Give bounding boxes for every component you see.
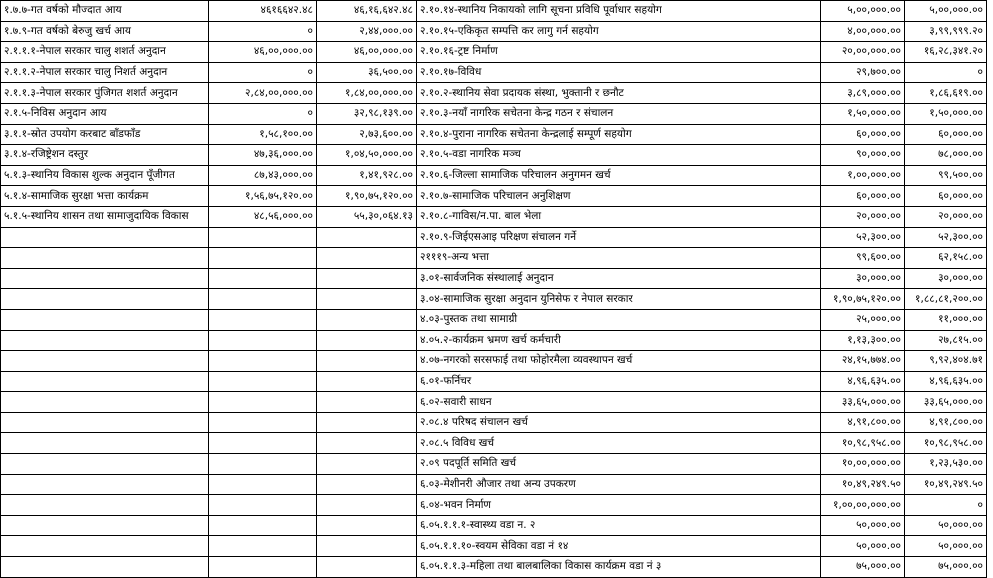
income-budget-cell xyxy=(209,412,317,433)
income-head-cell xyxy=(1,351,209,372)
table-row xyxy=(1,42,987,63)
income-head-cell xyxy=(1,515,209,536)
expense-head-cell: २.१०.१६-ट्रष्ट निर्माण xyxy=(417,42,821,63)
expense-head-cell: २.१०.१७-विविध xyxy=(417,62,821,83)
table-row xyxy=(1,371,987,392)
income-head-cell xyxy=(1,536,209,557)
expense-head-cell: ६.०२-सवारी साधन xyxy=(417,392,821,413)
income-budget-cell xyxy=(209,557,317,578)
income-budget-cell: १,५८,१००.०० xyxy=(209,124,317,145)
expense-head-cell: ३.०४-सामाजिक सुरक्षा अनुदान युनिसेफ र नेपाल सरकार xyxy=(417,289,821,310)
income-actual-cell xyxy=(317,227,417,248)
income-actual-cell: २,४४,०००.०० xyxy=(317,21,417,42)
income-head-cell xyxy=(1,495,209,516)
expense-budget-cell: ९०,०००.०० xyxy=(821,145,905,166)
table-row xyxy=(1,433,987,454)
income-actual-cell xyxy=(317,330,417,351)
expense-head-cell: ३.०१-सार्वजनिक संस्थालाई अनुदान xyxy=(417,268,821,289)
income-budget-cell xyxy=(209,268,317,289)
income-budget-cell xyxy=(209,474,317,495)
expense-actual-cell: ९९,५००.०० xyxy=(905,165,987,186)
table-row xyxy=(1,412,987,433)
table-row xyxy=(1,474,987,495)
income-head-cell xyxy=(1,412,209,433)
expense-actual-cell: १,८६,६१९.०० xyxy=(905,83,987,104)
expense-budget-cell: ५२,३००.०० xyxy=(821,227,905,248)
expense-budget-cell: ४,००,०००.०० xyxy=(821,21,905,42)
table-row xyxy=(1,536,987,557)
table-row xyxy=(1,557,987,578)
expense-actual-cell: ३,९९,९९९.२० xyxy=(905,21,987,42)
expense-head-cell: ६.०५.१.१.१-स्वास्थ्य वडा न. २ xyxy=(417,515,821,536)
income-budget-cell: १,५६,७५,१२०.०० xyxy=(209,186,317,207)
expense-actual-cell: ३०,०००.०० xyxy=(905,268,987,289)
income-actual-cell xyxy=(317,474,417,495)
income-budget-cell xyxy=(209,227,317,248)
expense-budget-cell: २५,०००.०० xyxy=(821,309,905,330)
income-actual-cell xyxy=(317,454,417,475)
expense-budget-cell: ७५,०००.०० xyxy=(821,557,905,578)
expense-actual-cell: १०,९८,९५८.०० xyxy=(905,433,987,454)
expense-budget-cell: ६०,०००.०० xyxy=(821,186,905,207)
expense-actual-cell: ११,०००.०० xyxy=(905,309,987,330)
expense-budget-cell: ४,९६,६३५.०० xyxy=(821,371,905,392)
expense-budget-cell: २४,१५,७७४.०० xyxy=(821,351,905,372)
income-head-cell: ५.१.४-सामाजिक सुरक्षा भत्ता कार्यक्रम xyxy=(1,186,209,207)
income-head-cell: २.१.१.२-नेपाल सरकार चालु निशर्त अनुदान xyxy=(1,62,209,83)
income-head-cell xyxy=(1,268,209,289)
expense-actual-cell: १०,४९,२४९.५० xyxy=(905,474,987,495)
income-head-cell: ३.१.४-रजिष्ट्रेशन दस्तुर xyxy=(1,145,209,166)
expense-head-cell: ४.०३-पुस्तक तथा सामाग्री xyxy=(417,309,821,330)
expense-actual-cell: ५०,०००.०० xyxy=(905,536,987,557)
expense-head-cell: २.१०.९-जिईएसआइ परिक्षण संचालन गर्ने xyxy=(417,227,821,248)
expense-head-cell: २.१०.६-जिल्ला सामाजिक परिचालन अनुगमन खर्च xyxy=(417,165,821,186)
expense-actual-cell: ३३,६५,०००.०० xyxy=(905,392,987,413)
table-row xyxy=(1,145,987,166)
income-budget-cell: ४७,३६,०००.०० xyxy=(209,145,317,166)
expense-head-cell: २.१०.२-स्थानिय सेवा प्रदायक संस्था, भुक्तानी र छनौट xyxy=(417,83,821,104)
income-actual-cell: ३२,९८,१३९.०० xyxy=(317,103,417,124)
income-head-cell xyxy=(1,289,209,310)
income-head-cell xyxy=(1,392,209,413)
table-row xyxy=(1,103,987,124)
income-actual-cell: १,९०,७५,१२०.०० xyxy=(317,186,417,207)
income-head-cell: २.१.५-निविस अनुदान आय xyxy=(1,103,209,124)
income-head-cell xyxy=(1,557,209,578)
expense-budget-cell: ३,८९,०००.०० xyxy=(821,83,905,104)
income-budget-cell: ४६,००,०००.०० xyxy=(209,42,317,63)
income-budget-cell xyxy=(209,289,317,310)
income-actual-cell xyxy=(317,248,417,269)
expense-budget-cell: २०,०००.०० xyxy=(821,206,905,227)
income-budget-cell: ८७,४३,०००.०० xyxy=(209,165,317,186)
income-head-cell xyxy=(1,248,209,269)
expense-budget-cell: १,००,००,०००.०० xyxy=(821,495,905,516)
income-budget-cell xyxy=(209,351,317,372)
income-head-cell xyxy=(1,330,209,351)
income-budget-cell xyxy=(209,433,317,454)
income-head-cell xyxy=(1,227,209,248)
expense-head-cell: २.०८.५ विविध खर्च xyxy=(417,433,821,454)
income-actual-cell xyxy=(317,268,417,289)
table-row xyxy=(1,309,987,330)
income-head-cell xyxy=(1,454,209,475)
income-actual-cell: २,७३,६००.०० xyxy=(317,124,417,145)
expense-actual-cell: ९,९२,४०४.७१ xyxy=(905,351,987,372)
expense-budget-cell: १०,९८,९५८.०० xyxy=(821,433,905,454)
table-row xyxy=(1,495,987,516)
expense-budget-cell: ९९,६००.०० xyxy=(821,248,905,269)
expense-budget-cell: १०,४९,२४९.५० xyxy=(821,474,905,495)
income-budget-cell xyxy=(209,330,317,351)
income-actual-cell xyxy=(317,557,417,578)
table-row xyxy=(1,206,987,227)
income-head-cell xyxy=(1,309,209,330)
expense-head-cell: ६.०५.१.१.१०-स्वयम सेविका वडा नं १४ xyxy=(417,536,821,557)
expense-head-cell: २.१०.१५-एकिकृत सम्पत्ति कर लागु गर्न सहयोग xyxy=(417,21,821,42)
income-head-cell: २.१.१.३-नेपाल सरकार पुंजिगत शशर्त अनुदान xyxy=(1,83,209,104)
income-actual-cell xyxy=(317,289,417,310)
income-budget-cell: ० xyxy=(209,103,317,124)
expense-actual-cell: १,२३,५३०.०० xyxy=(905,454,987,475)
ledger-body xyxy=(1,1,987,578)
income-actual-cell: ३६,५००.०० xyxy=(317,62,417,83)
income-head-cell xyxy=(1,433,209,454)
income-head-cell: ५.१.३-स्थानिय विकास शुल्क अनुदान पूँजीगत xyxy=(1,165,209,186)
expense-actual-cell: ५,००,०००.०० xyxy=(905,1,987,22)
expense-budget-cell: ५०,०००.०० xyxy=(821,515,905,536)
income-budget-cell: ४६१६६४२.४८ xyxy=(209,1,317,22)
income-actual-cell: १,०४,५०,०००.०० xyxy=(317,145,417,166)
expense-head-cell: २.१०.७-सामाजिक परिचालन अनुशिक्षण xyxy=(417,186,821,207)
income-budget-cell: ० xyxy=(209,21,317,42)
table-row xyxy=(1,124,987,145)
expense-budget-cell: २०,००,०००.०० xyxy=(821,42,905,63)
expense-head-cell: ४.०७-नगरको सरसफाई तथा फोहोरमैला व्यवस्थापन खर्च xyxy=(417,351,821,372)
income-actual-cell xyxy=(317,351,417,372)
income-actual-cell xyxy=(317,392,417,413)
expense-head-cell: २.१०.५-वडा नागरिक मञ्च xyxy=(417,145,821,166)
expense-head-cell: २.१०.१४-स्थानिय निकायको लागि सूचना प्रविधि पूर्वाधार सहयोग xyxy=(417,1,821,22)
income-budget-cell xyxy=(209,371,317,392)
income-actual-cell xyxy=(317,536,417,557)
expense-head-cell: ४.०५.२-कार्यक्रम भ्रमण खर्च कर्मचारी xyxy=(417,330,821,351)
income-head-cell: १.७.७-गत वर्षको मौज्दात आय xyxy=(1,1,209,22)
table-row xyxy=(1,454,987,475)
expense-actual-cell: २७,८१५.०० xyxy=(905,330,987,351)
expense-head-cell: २.०९ पदपूर्ति समिति खर्च xyxy=(417,454,821,475)
income-budget-cell xyxy=(209,515,317,536)
income-actual-cell xyxy=(317,515,417,536)
income-head-cell: ५.१.५-स्थानिय शासन तथा सामाजुदायिक विकास xyxy=(1,206,209,227)
income-actual-cell: १,८४,००,०००.०० xyxy=(317,83,417,104)
expense-budget-cell: १,५०,०००.०० xyxy=(821,103,905,124)
table-row xyxy=(1,248,987,269)
expense-actual-cell: ७५,०००.०० xyxy=(905,557,987,578)
income-actual-cell xyxy=(317,412,417,433)
expense-head-cell: २.१०.८-गाविस/न.पा. बाल भेला xyxy=(417,206,821,227)
expense-actual-cell: ७८,०००.०० xyxy=(905,145,987,166)
income-actual-cell xyxy=(317,371,417,392)
table-row xyxy=(1,268,987,289)
income-budget-cell: ० xyxy=(209,62,317,83)
expense-head-cell: २.१०.४-पुराना नागरिक सचेतना केन्द्रलाई सम्पूर्ण सहयोग xyxy=(417,124,821,145)
expense-head-cell: ६.०३-मेशीनरी औजार तथा अन्य उपकरण xyxy=(417,474,821,495)
expense-actual-cell: १६,२८,३४१.२० xyxy=(905,42,987,63)
expense-budget-cell: २९,७००.०० xyxy=(821,62,905,83)
table-row xyxy=(1,83,987,104)
expense-budget-cell: ३३,६५,०००.०० xyxy=(821,392,905,413)
table-row xyxy=(1,392,987,413)
income-budget-cell: २,८४,००,०००.०० xyxy=(209,83,317,104)
expense-budget-cell: १,००,०००.०० xyxy=(821,165,905,186)
income-budget-cell xyxy=(209,536,317,557)
expense-head-cell: ६.०१-फर्निचर xyxy=(417,371,821,392)
table-row xyxy=(1,227,987,248)
expense-budget-cell: १,१३,३००.०० xyxy=(821,330,905,351)
expense-head-cell: ६.०४-भवन निर्माण xyxy=(417,495,821,516)
expense-actual-cell: ० xyxy=(905,62,987,83)
income-budget-cell xyxy=(209,454,317,475)
expense-actual-cell: ५२,३००.०० xyxy=(905,227,987,248)
expense-budget-cell: १,९०,७५,१२०.०० xyxy=(821,289,905,310)
income-actual-cell: १,४१,९२८.०० xyxy=(317,165,417,186)
income-actual-cell: ५५,३०,०६४.१३ xyxy=(317,206,417,227)
table-row xyxy=(1,21,987,42)
income-actual-cell xyxy=(317,433,417,454)
income-head-cell: २.१.१.१-नेपाल सरकार चालु शशर्त अनुदान xyxy=(1,42,209,63)
table-row xyxy=(1,515,987,536)
table-row xyxy=(1,165,987,186)
expense-budget-cell: ६०,०००.०० xyxy=(821,124,905,145)
income-budget-cell xyxy=(209,495,317,516)
expense-actual-cell: ६२,१५८.०० xyxy=(905,248,987,269)
expense-head-cell: २.०८.४ परिषद संचालन खर्च xyxy=(417,412,821,433)
income-budget-cell xyxy=(209,248,317,269)
income-head-cell: १.७.९-गत वर्षको बेरुजु खर्च आय xyxy=(1,21,209,42)
income-actual-cell xyxy=(317,495,417,516)
expense-budget-cell: ५०,०००.०० xyxy=(821,536,905,557)
expense-actual-cell: ० xyxy=(905,495,987,516)
expense-actual-cell: ४,९६,६३५.०० xyxy=(905,371,987,392)
expense-actual-cell: ४,९१,८००.०० xyxy=(905,412,987,433)
expense-actual-cell: १,५०,०००.०० xyxy=(905,103,987,124)
expense-budget-cell: ५,००,०००.०० xyxy=(821,1,905,22)
income-head-cell xyxy=(1,371,209,392)
expense-head-cell: ६.०५.१.१.३-महिला तथा बालबालिका विकास कार्यक्रम वडा नं ३ xyxy=(417,557,821,578)
income-actual-cell: ४६,१६,६४२.४८ xyxy=(317,1,417,22)
expense-budget-cell: ३०,०००.०० xyxy=(821,268,905,289)
table-row xyxy=(1,289,987,310)
expense-actual-cell: ५०,०००.०० xyxy=(905,515,987,536)
income-budget-cell xyxy=(209,392,317,413)
table-row xyxy=(1,351,987,372)
income-budget-cell: ४८,५६,०००.०० xyxy=(209,206,317,227)
income-head-cell xyxy=(1,474,209,495)
income-actual-cell xyxy=(317,309,417,330)
expense-actual-cell: ६०,०००.०० xyxy=(905,186,987,207)
income-actual-cell: ४६,००,०००.०० xyxy=(317,42,417,63)
expense-actual-cell: १,८८,८१,२००.०० xyxy=(905,289,987,310)
income-budget-cell xyxy=(209,309,317,330)
income-head-cell: ३.१.१-स्रोत उपयोग करबाट बाँडफाँड xyxy=(1,124,209,145)
expense-actual-cell: २०,०००.०० xyxy=(905,206,987,227)
table-row xyxy=(1,1,987,22)
expense-head-cell: २१११९-अन्य भत्ता xyxy=(417,248,821,269)
table-row xyxy=(1,62,987,83)
table-row xyxy=(1,330,987,351)
expense-actual-cell: ६०,०००.०० xyxy=(905,124,987,145)
expense-budget-cell: १०,००,०००.०० xyxy=(821,454,905,475)
expense-budget-cell: ४,९१,८००.०० xyxy=(821,412,905,433)
expense-head-cell: २.१०.३-नयाँ नागरिक सचेतना केन्द्र गठन र संचालन xyxy=(417,103,821,124)
table-row xyxy=(1,186,987,207)
